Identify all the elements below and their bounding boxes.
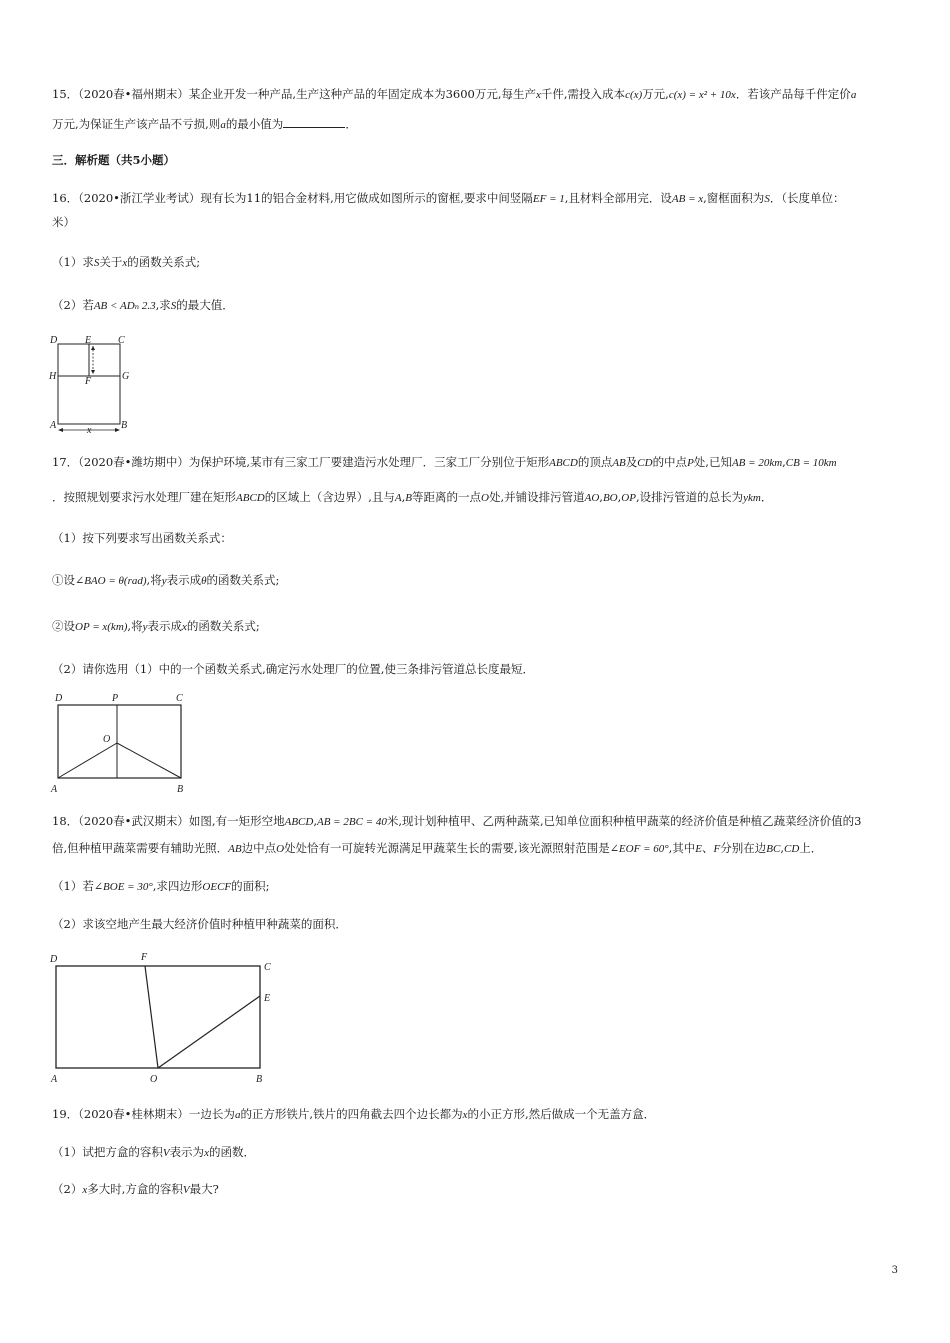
label-B: B — [256, 1074, 263, 1085]
q17-factory-figure — [48, 690, 198, 798]
label-P: P — [112, 693, 119, 704]
label-O: O — [103, 734, 111, 745]
q18-line1: 18．（2020春•武汉期末）如图,有一矩形空地ABCD,AB = 2BC = 40米,现计划种植甲、乙两种蔬菜,已知单位面积种植甲蔬菜的经济价值是种植乙蔬菜经济价值的3 — [52, 814, 862, 828]
q16-line1: 16．（2020•浙江学业考试）现有长为11的铝合金材料,用它做成如图所示的窗框,要求中间竖隔EF = 1,且材料全部用完．设AB = x,窗框面积为S．（长度单位： — [52, 191, 845, 205]
label-D: D — [55, 693, 63, 704]
label-B: B — [121, 420, 128, 431]
q16-part1: （1）求S关于x的函数关系式; — [52, 255, 201, 269]
label-E: E — [85, 335, 92, 346]
q15-line1: 15．（2020春•福州期末）某企业开发一种产品,生产这种产品的年固定成本为3600万元,每生产x千件,需投入成本c(x)万元,c(x) = x² + 10x．若该产品每千件定价a — [52, 87, 857, 101]
page-number: 3 — [891, 1265, 898, 1276]
label-F: F — [141, 952, 148, 963]
label-E: E — [264, 993, 271, 1004]
q18-part1: （1）若∠BOE = 30°,求四边形OECF的面积; — [52, 879, 270, 893]
answer-blank — [283, 115, 345, 128]
q16-window-figure — [48, 334, 138, 436]
q18-line2: 倍,但种植甲蔬菜需要有辅助光照．AB边中点O处处恰有一可旋转光源满足甲蔬菜生长的需要,该光源照射范围是∠EOF = 60°,其中E、F分别在边BC,CD上． — [52, 841, 823, 855]
label-C: C — [264, 962, 271, 973]
label-F: F — [85, 376, 92, 387]
q17-part2: （2）请你选用（1）中的一个函数关系式,确定污水处理厂的位置,使三条排污管道总长度最短． — [52, 662, 534, 676]
label-A: A — [51, 784, 58, 795]
label-D: D — [50, 954, 58, 965]
q18-garden-figure — [46, 948, 281, 1090]
label-C: C — [118, 335, 125, 346]
q16-part2: （2）若AB < ADₙ 2.3,求S的最大值． — [52, 298, 234, 312]
label-A: A — [50, 420, 57, 431]
q19-part1: （1）试把方盒的容积V表示为x的函数． — [52, 1145, 255, 1159]
q17-line2: ．按照规划要求污水处理厂建在矩形ABCD的区域上（含边界）,且与A,B等距离的一点O处,并铺设排污管道AO,BO,OP,设排污管道的总长为ykm． — [52, 490, 773, 504]
label-D: D — [50, 335, 58, 346]
label-O: O — [150, 1074, 158, 1085]
label-B: B — [177, 784, 184, 795]
label-H: H — [49, 371, 57, 382]
q15-line2: 万元,为保证生产该产品不亏损,则a的最小值为 ． — [52, 117, 357, 131]
q17-cond1: ①设∠BAO = θ(rad),将y表示成θ的函数关系式; — [52, 573, 280, 587]
q17-line1: 17．（2020春•潍坊期中）为保护环境,某市有三家工厂要建造污水处理厂．三家工厂分别位于矩形ABCD的顶点AB及CD的中点P处,已知AB = 20km,CB = 10km — [52, 455, 837, 469]
q16-line2: 米） — [52, 215, 75, 229]
q19-line1: 19．（2020春•桂林期末）一边长为a的正方形铁片,铁片的四角截去四个边长都为x的小正方形,然后做成一个无盖方盒． — [52, 1107, 656, 1121]
q19-part2: （2）x多大时,方盒的容积V最大? — [52, 1182, 219, 1196]
label-x: x — [87, 425, 92, 436]
label-G: G — [122, 371, 130, 382]
q17-part1: （1）按下列要求写出函数关系式： — [52, 531, 232, 545]
section-heading: 三．解析题（共5小题） — [52, 153, 176, 167]
q18-part2: （2）求该空地产生最大经济价值时种植甲种蔬菜的面积． — [52, 917, 347, 931]
q17-cond2: ②设OP = x(km),将y表示成x的函数关系式; — [52, 619, 260, 633]
label-A: A — [51, 1074, 58, 1085]
label-C: C — [176, 693, 183, 704]
